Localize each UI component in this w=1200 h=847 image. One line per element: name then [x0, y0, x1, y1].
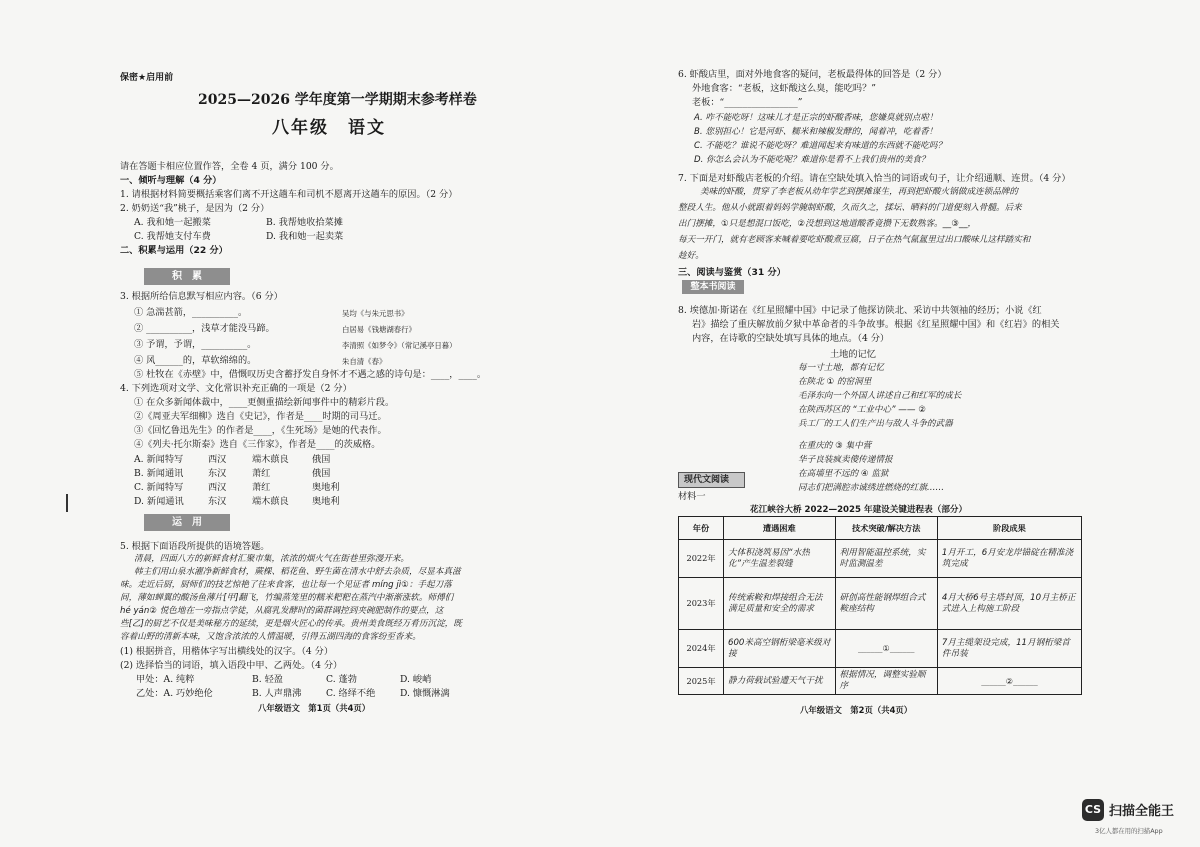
- instructions: 请在答题卡相应位置作答，全卷 4 页，满分 100 分。: [120, 161, 339, 172]
- q4-option-b: [134, 467, 330, 481]
- q7-passage-line: 出门摆摊，①只是想混口饭吃，②没想到这地道酸香竟攒下无数熟客。__③__，: [678, 219, 977, 229]
- q4-option-cell: 东汉: [208, 496, 227, 507]
- q5-passage-line: 容着山野的清新本味，又饱含浓浓的人情温暖，引得五湖四海的食客纷至沓来。: [120, 632, 421, 642]
- q3-source-2: 白居易《钱塘湖春行》: [342, 325, 416, 334]
- table-cell: 2025年: [679, 668, 724, 695]
- table-cell: 传统索鞍和焊接组合无法满足质量和安全的需求: [724, 578, 836, 630]
- table-header-cell: 年份: [679, 517, 724, 540]
- q7-passage-line: 趁好。: [678, 251, 704, 261]
- poem-line: 华子良装疯卖傻传递情报: [798, 455, 893, 465]
- poem-line: 同志们把满腔赤诚绣进燃烧的红旗……: [798, 483, 945, 493]
- question-6: 6. 虾酸店里，面对外地食客的疑问，老板最得体的回答是（2 分）: [678, 69, 947, 80]
- q3-item-1: ① 急湍甚箭，__________。: [134, 307, 248, 318]
- q5-passage-line: 清晨，四面八方的新鲜食材汇聚市集，浓浓的烟火气在街巷里弥漫开来。: [134, 554, 410, 564]
- table-cell: 根据情况，调整实验顺序: [835, 668, 937, 695]
- q5-passage-line: hé yán② 悦色地在一旁指点学徒，从腐乳发酵时的菌群调控到夹碗肥制作的要点，这: [120, 606, 444, 616]
- table-row: [679, 630, 1082, 668]
- camscanner-slogan: 3亿人都在用的扫描App: [1095, 827, 1163, 835]
- q5-passage-line: 味。走近后厨，厨师们的技艺惊艳了往来食客，也让每一个见证者 míng jì①：手起刀落: [120, 580, 452, 590]
- table-cell: 1月开工，6月安龙岸锚碇在精准浇筑完成: [937, 540, 1081, 578]
- table-cell: 2023年: [679, 578, 724, 630]
- table-cell: 大体积浇筑易因“水热化”产生温差裂缝: [724, 540, 836, 578]
- q4-option-label: B. 新闻通讯: [134, 468, 184, 479]
- q3-source-4: 朱自清《春》: [342, 357, 387, 366]
- question-2: 2. 奶奶送“我”桃子，是因为（2 分）: [120, 203, 270, 214]
- q3-source-1: 吴均《与朱元思书》: [342, 309, 409, 318]
- section-box-yunyong: 运 用: [144, 514, 230, 531]
- q3-item-4: ④ 风______的，草软绵绵的。: [134, 355, 257, 366]
- table-title: 花江峡谷大桥 2022—2025 年建设关键进程表（部分）: [750, 505, 968, 515]
- q6-guest-line: 外地食客：“老板，这虾酸这么臭，能吃吗？”: [692, 83, 876, 94]
- confidential-label: 保密★启用前: [120, 73, 174, 83]
- q7-passage-line: 每天一开门，就有老顾客来喊着要吃虾酸煮豆腐，日子在热气氤氲里过出口酸味儿这样踏实和: [678, 235, 1031, 245]
- q4-option-c: [134, 481, 340, 495]
- table-cell: 2022年: [679, 540, 724, 578]
- table-blank-cell: ______①______: [835, 630, 937, 668]
- scan-mark: [66, 494, 68, 512]
- section-box-whole-book: 整本书阅读: [682, 280, 744, 294]
- q4-item-3: ③《回忆鲁迅先生》的作者是____，《生死场》是她的代表作。: [134, 425, 387, 436]
- q4-option-a: [134, 453, 330, 467]
- section-1-heading: 一、倾听与理解（4 分）: [120, 175, 222, 186]
- q6-option-b: B. 您别担心！它是河虾、糯米和辣椒发酵的，闻着冲，吃着香！: [694, 127, 938, 137]
- exam-title: 2025—2026 学年度第一学期期末参考样卷: [198, 92, 477, 108]
- question-1: 1. 请根据材料简要概括乘客们离不开这趟车和司机不愿离开这趟车的原因。（2 分）: [120, 189, 458, 200]
- q4-option-cell: 奥地利: [312, 482, 340, 493]
- poem-title: 土地的记忆: [830, 349, 876, 360]
- q6-option-c: C. 不能吃？谁说不能吃呀？难道闻起来有味道的东西就不能吃吗？: [694, 141, 947, 151]
- q2-option-b: B. 我帮她收拾菜摊: [266, 217, 343, 228]
- table-cell: 2024年: [679, 630, 724, 668]
- q3-source-3: 李清照《如梦令》（常记溪亭日暮）: [342, 341, 457, 350]
- poem-line: 在重庆的 ③ 集中营: [798, 441, 872, 451]
- q4-option-cell: 西汉: [208, 482, 227, 493]
- q5-option: B. 轻盈: [252, 674, 283, 685]
- table-header-cell: 阶段成果: [937, 517, 1081, 540]
- q2-option-a: A. 我和她一起搬菜: [134, 217, 211, 228]
- q6-option-d: D. 你怎么会认为不能吃呢？难道你是看不上我们贵州的美食？: [694, 155, 930, 165]
- q8-line: 8. 埃德加·斯诺在《红星照耀中国》中记录了他探访陕北、采访中共领袖的经历；小说《红: [678, 305, 1042, 316]
- question-4: 4. 下列选项对文学、文化常识补充正确的一项是（2 分）: [120, 383, 352, 394]
- section-2-heading: 二、积累与运用（22 分）: [120, 245, 228, 256]
- table-row: [679, 540, 1082, 578]
- table-row: [679, 578, 1082, 630]
- poem-line: 在高墙里不远的 ④ 监狱: [798, 469, 889, 479]
- q4-item-2: ②《周亚夫军细柳》选自《史记》，作者是____时期的司马迁。: [134, 411, 387, 422]
- poem-line: 每一寸土地，都有记忆: [798, 363, 884, 373]
- q3-item-3: ③ 予谓，予谓，__________。: [134, 339, 257, 350]
- construction-progress-table: [678, 516, 1082, 695]
- q6-boss-line: 老板：“________________”: [692, 97, 803, 108]
- q4-item-4: ④《列夫·托尔斯泰》选自《三作家》，作者是____的茨威格。: [134, 439, 381, 450]
- table-blank-cell: ______②______: [937, 668, 1081, 695]
- page-footer: 八年级语文 第2页（共4页）: [800, 705, 913, 715]
- table-cell: 600米高空钢桁梁毫米级对接: [724, 630, 836, 668]
- material-label: 材料一: [678, 491, 706, 502]
- q6-option-a: A. 咋不能吃呀！这味儿才是正宗的虾酸香味，您嫌臭就别点啦！: [694, 113, 938, 123]
- q4-option-cell: 端木蕻良: [252, 496, 289, 507]
- section-box-modern-reading: 现代文阅读: [678, 472, 745, 488]
- section-3-heading: 三、阅读与鉴赏（31 分）: [678, 267, 786, 278]
- q8-line: 内容，在诗歌的空缺处填写具体的地点。（4 分）: [692, 333, 890, 344]
- q4-option-cell: 萧红: [252, 468, 271, 479]
- q5-option: D. 慷慨淋漓: [400, 688, 450, 699]
- q5-option: 甲处：A. 纯粹: [136, 674, 195, 685]
- section-box-jilei: 积 累: [144, 268, 230, 285]
- q5-passage-line: 间，薄如蝉翼的酸汤鱼薄片[甲]翻飞，竹编蒸笼里的糯米粑粑在蒸汽中渐渐涨软。师傅们: [120, 593, 454, 603]
- poem-line: 在陕北 ① 的窑洞里: [798, 377, 872, 387]
- q4-option-cell: 东汉: [208, 468, 227, 479]
- table-cell: 研创高性能钢焊组合式鞍座结构: [835, 578, 937, 630]
- page-footer: 八年级语文 第1页（共4页）: [258, 703, 371, 713]
- table-cell: 利用智能温控系统，实时监测温差: [835, 540, 937, 578]
- table-header-row: [679, 517, 1082, 540]
- q5-subquestion-1: (1) 根据拼音，用楷体字写出横线处的汉字。（4 分）: [120, 646, 334, 657]
- q4-option-label: A. 新闻特写: [134, 454, 184, 465]
- q4-option-cell: 俄国: [312, 468, 331, 479]
- q4-option-cell: 萧红: [252, 482, 271, 493]
- q8-line: 岩》描绘了重庆解放前夕狱中革命者的斗争故事。根据《红星照耀中国》和《红岩》的相关: [692, 319, 1060, 330]
- table-header-cell: 遭遇困难: [724, 517, 836, 540]
- poem-line: 毛泽东向一个外国人讲述自己和红军的成长: [798, 391, 962, 401]
- q2-option-c: C. 我帮她支付车费: [134, 231, 211, 242]
- q4-option-cell: 西汉: [208, 454, 227, 465]
- table-cell: 静力荷载试验遭天气干扰: [724, 668, 836, 695]
- question-5: 5. 根据下面语段所提供的语境答题。: [120, 541, 270, 552]
- camscanner-brand-text: 扫描全能王: [1109, 804, 1175, 819]
- camscanner-logo-icon: CS: [1082, 799, 1104, 821]
- q4-option-cell: 端木蕻良: [252, 454, 289, 465]
- table-row: [679, 668, 1082, 695]
- q4-option-d: [134, 495, 340, 509]
- q5-option: B. 人声鼎沸: [252, 688, 302, 699]
- q5-subquestion-2: (2) 选择恰当的词语，填入语段中甲、乙两处。（4 分）: [120, 660, 343, 671]
- q5-yi-options: [136, 687, 450, 701]
- q5-option: D. 峻峭: [400, 674, 432, 685]
- q7-passage-line: 整段人生。他从小就跟着妈妈学腌制虾酸，久而久之，揉坛、晒料的门道便刻入骨髓。后来: [678, 203, 1022, 213]
- question-7: 7. 下面是对虾酸店老板的介绍。请在空缺处填入恰当的词语或句子，让介绍通顺、连贯。（4 分）: [678, 173, 1071, 184]
- q5-jia-options: [136, 673, 431, 687]
- q3-item-2: ② __________，浅草才能没马蹄。: [134, 323, 275, 334]
- poem-line: 兵工厂的工人们生产出与敌人斗争的武器: [798, 419, 953, 429]
- question-3: 3. 根据所给信息默写相应内容。（6 分）: [120, 291, 283, 302]
- q7-passage-line: 美味的虾酸，贯穿了李老板从幼年学艺到摆摊谋生，再到把虾酸火锅做成连锁品牌的: [700, 187, 1018, 197]
- q5-option: C. 络绎不绝: [326, 688, 376, 699]
- q5-option: 乙处：A. 巧妙绝伦: [136, 688, 213, 699]
- q5-passage-line: 韩主们用山泉水濯净新鲜食材，蕨棵、稻花鱼、野生菌在清水中舒去杂质，尽显本真滋: [134, 567, 461, 577]
- subject-title: 八年级 语文: [272, 118, 386, 138]
- q4-option-label: D. 新闻通讯: [134, 496, 184, 507]
- q5-option: C. 蓬勃: [326, 674, 357, 685]
- table-header-cell: 技术突破/解决方法: [835, 517, 937, 540]
- q2-option-d: D. 我和她一起卖菜: [266, 231, 344, 242]
- q3-item-5: ⑤ 杜牧在《赤壁》中，借慨叹历史含蓄抒发自身怀才不遇之感的诗句是：____，____。: [134, 369, 487, 380]
- table-cell: 7月主缆架设完成，11月钢桁梁首件吊装: [937, 630, 1081, 668]
- q4-option-cell: 俄国: [312, 454, 331, 465]
- q4-option-label: C. 新闻特写: [134, 482, 184, 493]
- q4-item-1: ① 在众多新闻体裁中，____更侧重描绘新闻事件中的精彩片段。: [134, 397, 395, 408]
- q5-passage-line: 些[乙]的厨艺不仅是美味秘方的延续，更是烟火匠心的传承。贵州美食既经万肴历沉淀，既: [120, 619, 462, 629]
- q4-option-cell: 奥地利: [312, 496, 340, 507]
- poem-line: 在陕西苏区的 “工业中心” —— ②: [798, 405, 926, 415]
- table-cell: 4月大桥6号主塔封顶，10月主桥正式进入上构施工阶段: [937, 578, 1081, 630]
